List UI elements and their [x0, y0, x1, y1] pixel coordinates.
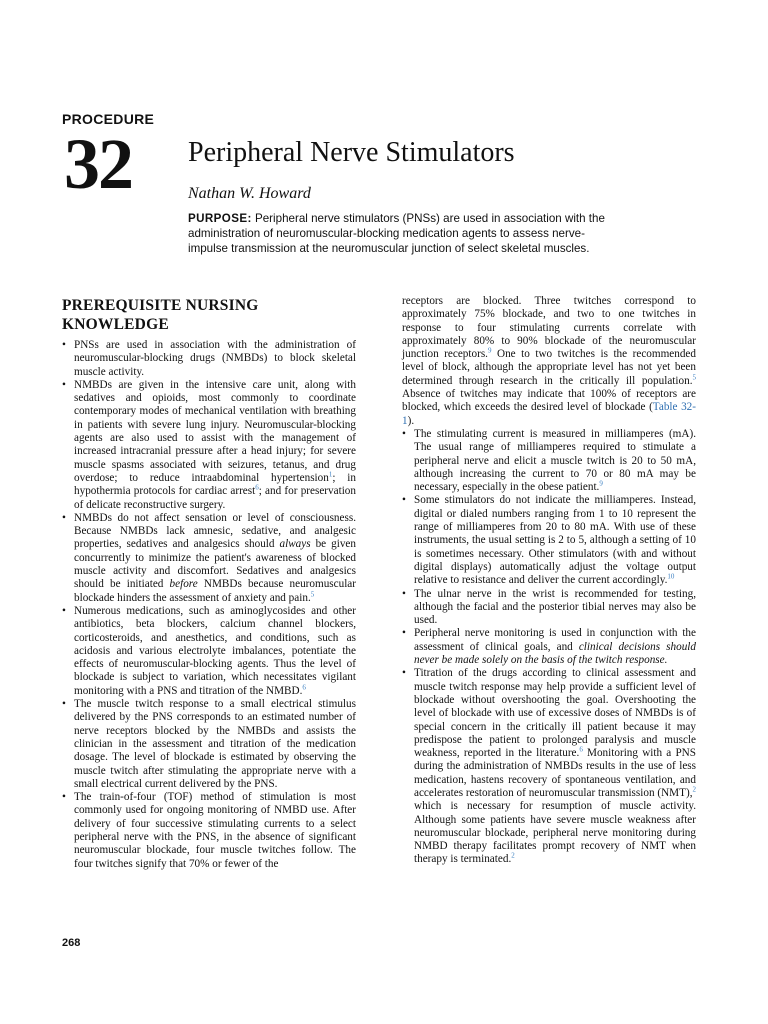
citation-link[interactable]: 10	[667, 572, 675, 581]
list-item	[62, 698, 356, 791]
page-title: Peripheral Nerve Stimulators	[188, 137, 515, 168]
section-heading	[62, 296, 356, 334]
list-item	[62, 379, 356, 512]
list-item	[62, 605, 356, 698]
bullet-text: The muscle twitch response to a small electrical stimulus delivered by the PNS corresponds to an estimated number of nerve receptors blocked by the NMBDs and assists the clinician in the assessment and titration of the medication dosage. The level of blockade is estimated by observing the muscle twitch after stimulating the appropriate nerve with a small electrical current delivered by the PNS.	[74, 698, 356, 790]
bullet-text: ; in hypothermia protocols for cardiac arrest	[74, 471, 357, 498]
bullet-text: Numerous medications, such as aminoglycosides and other antibiotics, beta blockers, calcium channel blockers, corticosteroids, and anesthetics, and conditions, such as acidosis and various electrolyte imbalances, potentiate the effects of neuromuscular-blocking agents. Thus the level of blockade is subject to variation, which necessitates vigilant monitoring with a PNS and titration of the NMBD.	[74, 604, 356, 697]
bullet-text: Some stimulators do not indicate the milliamperes. Instead, digital or dialed numbers ranging from 1 to 10 represent the range of milliamperes from 20 to 80 mA. With use of these instruments, the usual setting is 2 to 5, although a setting of 10 is sometimes necessary. Other stimulators (with and without digital displays) automatically adjust the voltage output relative to resistance and deliver the current accordingly.	[414, 494, 696, 587]
section-heading-line2: KNOWLEDGE	[62, 316, 169, 333]
citation-link[interactable]: 9	[599, 479, 603, 488]
bullet-list-left	[62, 339, 356, 871]
list-item	[62, 791, 356, 871]
procedure-label: PROCEDURE	[62, 111, 155, 127]
page-number: 268	[62, 937, 81, 949]
bullet-text: receptors are blocked. Three twitches correspond to approximately 75% blockade, and two to one twitches in response to four stimulating currents correlate with approximately 80% to 90% blockade of the neuromuscular junction receptors.	[402, 295, 696, 361]
bullet-list-right	[402, 295, 696, 867]
bullet-text: The stimulating current is measured in milliamperes (mA). The usual range of milliamperes required to stimulate a peripheral nerve and elicit a muscle twitch is 20 to 50 mA, although increasing the current to 70 or 80 mA may be necessary, especially in the obese patient.	[414, 427, 696, 494]
bullet-text: The ulnar nerve in the wrist is recommended for testing, although the facial and the posterior tibial nerves may also be used.	[414, 587, 696, 627]
bullet-text: The train-of-four (TOF) method of stimulation is most commonly used for ongoing monitoring of NMBD use. After delivery of four successive stimulating currents to a select peripheral nerve with the PNS, in the absence of significant neuromuscular blockade, four muscle twitches follow. The four twitches signify that 70% or fewer of the	[74, 791, 356, 870]
author-name: Nathan W. Howard	[188, 185, 311, 202]
citation-link[interactable]: 2	[692, 785, 696, 794]
purpose-label: PURPOSE:	[188, 212, 252, 225]
citation-link[interactable]: 6	[579, 745, 583, 754]
bullet-text: Absence of twitches may indicate that 100% of receptors are blocked, which exceeds the desired level of blockade (	[402, 388, 696, 414]
list-item	[402, 494, 696, 587]
list-item	[402, 588, 696, 628]
table-reference-link[interactable]: Table 32-1	[402, 401, 696, 427]
citation-link[interactable]: 5	[692, 373, 696, 382]
purpose-text: Peripheral nerve stimulators (PNSs) are used in association with the administration of neuromuscular-blocking medication agents to assess nerve-impulse transmission at the neuromuscular junction of select skeletal muscles.	[188, 212, 605, 255]
bullet-text: One to two twitches is the recommended level of block, although the appropriate level has not yet been determined through research in the critically ill population.	[402, 348, 696, 387]
emphasis-text: before	[169, 578, 198, 591]
bullet-text: be given concurrently to minimize the patient's awareness of blocked muscle activity and discomfort. Sedatives and analgesics should be initiated	[74, 538, 356, 591]
list-item	[402, 627, 696, 667]
citation-link[interactable]: 6	[255, 483, 259, 492]
left-column	[62, 296, 356, 871]
bullet-text: ).	[407, 414, 415, 427]
purpose-statement	[188, 211, 618, 256]
right-column	[402, 295, 696, 867]
bullet-text: Titration of the drugs according to clinical assessment and muscle twitch response may help provide a sufficient level of blockade without overshooting the goal. Overshooting the level of blockade with use of excessive doses of NMBDs is of special concern in the critically ill patient because it may predispose the patient to prolonged paralysis and muscle weakness, reported in the literature.	[414, 667, 696, 760]
citation-link[interactable]: 5	[310, 589, 315, 598]
emphasis-text: clinical decisions should never be made solely on the basis of the twitch response.	[414, 640, 696, 667]
bullet-text: NMBDs because neuromuscular blockade hinders the assessment of anxiety and pain.	[74, 578, 357, 604]
bullet-text: which is necessary for resumption of muscle activity. Although some patients have severe muscle weakness after neuromuscular blockade, peripheral nerve monitoring during NMBD therapy facilitates prompt recovery of NMT when therapy is terminated.	[414, 800, 696, 866]
bullet-text: NMBDs are given in the intensive care unit, along with sedatives and opioids, most commonly to coordinate contemporary modes of mechanical ventilation with breathing in patients with severe lung injury. Neuromuscular-blocking agents are also used to assist with the management of increased intracranial pressure after a head injury; for severe muscle spasms associated with seizures, tetanus, and drug overdose; to reduce intraabdominal hypertension	[74, 378, 356, 484]
list-item	[62, 512, 356, 605]
list-item	[402, 428, 696, 494]
citation-link[interactable]: 6	[302, 682, 306, 691]
bullet-text: NMBDs do not affect sensation or level of consciousness. Because NMBDs lack amnesic, sedative, and analgesic properties, sedatives and analgesics should	[74, 511, 356, 551]
section-heading-line1: PREREQUISITE NURSING	[62, 297, 259, 314]
bullet-text: ; and for preservation of delicate reconstructive surgery.	[74, 485, 356, 511]
bullet-text: Monitoring with a PNS during the administration of NMBDs results in the use of less medication, hastens recovery of spontaneous ventilation, and accelerates restoration of neuromuscular transmission (NMT),	[414, 747, 696, 799]
citation-link[interactable]: 1	[328, 470, 333, 479]
list-item-continued	[402, 295, 696, 428]
bullet-text: PNSs are used in association with the administration of neuromuscular-blocking drugs (NMBDs) to block skeletal muscle activity.	[74, 339, 356, 378]
citation-link[interactable]: 2	[511, 851, 515, 860]
list-item	[62, 339, 356, 379]
procedure-number: 32	[64, 124, 132, 204]
bullet-text: Peripheral nerve monitoring is used in conjunction with the assessment of clinical goals, and	[414, 627, 696, 653]
citation-link[interactable]: 9	[487, 346, 492, 355]
emphasis-text: always	[279, 538, 311, 551]
list-item	[402, 667, 696, 866]
